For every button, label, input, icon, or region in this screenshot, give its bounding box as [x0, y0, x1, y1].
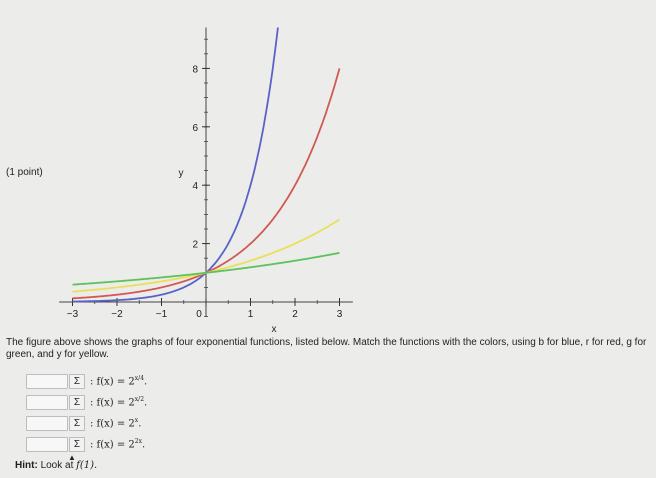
y-tick-label: 2: [192, 239, 198, 251]
answer-row: [26, 434, 147, 455]
function-label: : $f(x) = 2^x$.: [90, 417, 142, 430]
y-tick-label: 4: [192, 181, 198, 193]
answer-input-1[interactable]: [26, 374, 68, 389]
equation-editor-button[interactable]: Σ: [69, 437, 85, 452]
hint: [15, 460, 97, 471]
function-label: : $f(x) = 2^{x/4}$.: [90, 375, 148, 388]
function-label: : $f(x) = 2^{2x}$.: [90, 438, 146, 451]
x-axis-label: x: [271, 324, 277, 335]
answer-row: [26, 371, 147, 392]
equation-editor-button[interactable]: Σ: [69, 374, 85, 389]
x-tick-label: 3: [336, 309, 343, 320]
x-tick-label: −3: [66, 309, 79, 320]
y-axis-label: y: [178, 168, 184, 179]
x-tick-label: −2: [111, 309, 123, 320]
answer-input-2[interactable]: [26, 395, 68, 410]
answer-row: [26, 392, 147, 413]
series-blue-line: [73, 28, 278, 302]
answer-input-3[interactable]: [26, 416, 68, 431]
hint-text: Look at: [40, 460, 74, 471]
hint-expression: f(1).: [76, 460, 98, 471]
hint-label: Hint:: [15, 460, 38, 471]
problem-prompt: The figure above shows the graphs of four exponential functions, listed below. Match the functions with the colors, using b for blue, r for red, g for green, and y for yellow.: [6, 337, 647, 360]
point-label: (1 point): [6, 167, 43, 178]
answer-input-4[interactable]: [26, 437, 68, 452]
y-tick-label: 8: [192, 64, 198, 76]
equation-editor-button[interactable]: Σ: [69, 416, 85, 431]
answer-row: [26, 413, 147, 434]
equation-editor-button[interactable]: Σ: [69, 395, 85, 410]
x-tick-label: −1: [155, 309, 168, 320]
answer-list: [26, 371, 147, 455]
x-tick-label: 1: [247, 309, 254, 320]
x-tick-label: 2: [292, 309, 298, 320]
mouse-cursor-icon: ▲: [68, 453, 76, 462]
y-tick-label: 6: [192, 122, 198, 134]
function-label: : $f(x) = 2^{x/2}$.: [90, 396, 148, 409]
x-tick-label: 0: [196, 309, 202, 320]
